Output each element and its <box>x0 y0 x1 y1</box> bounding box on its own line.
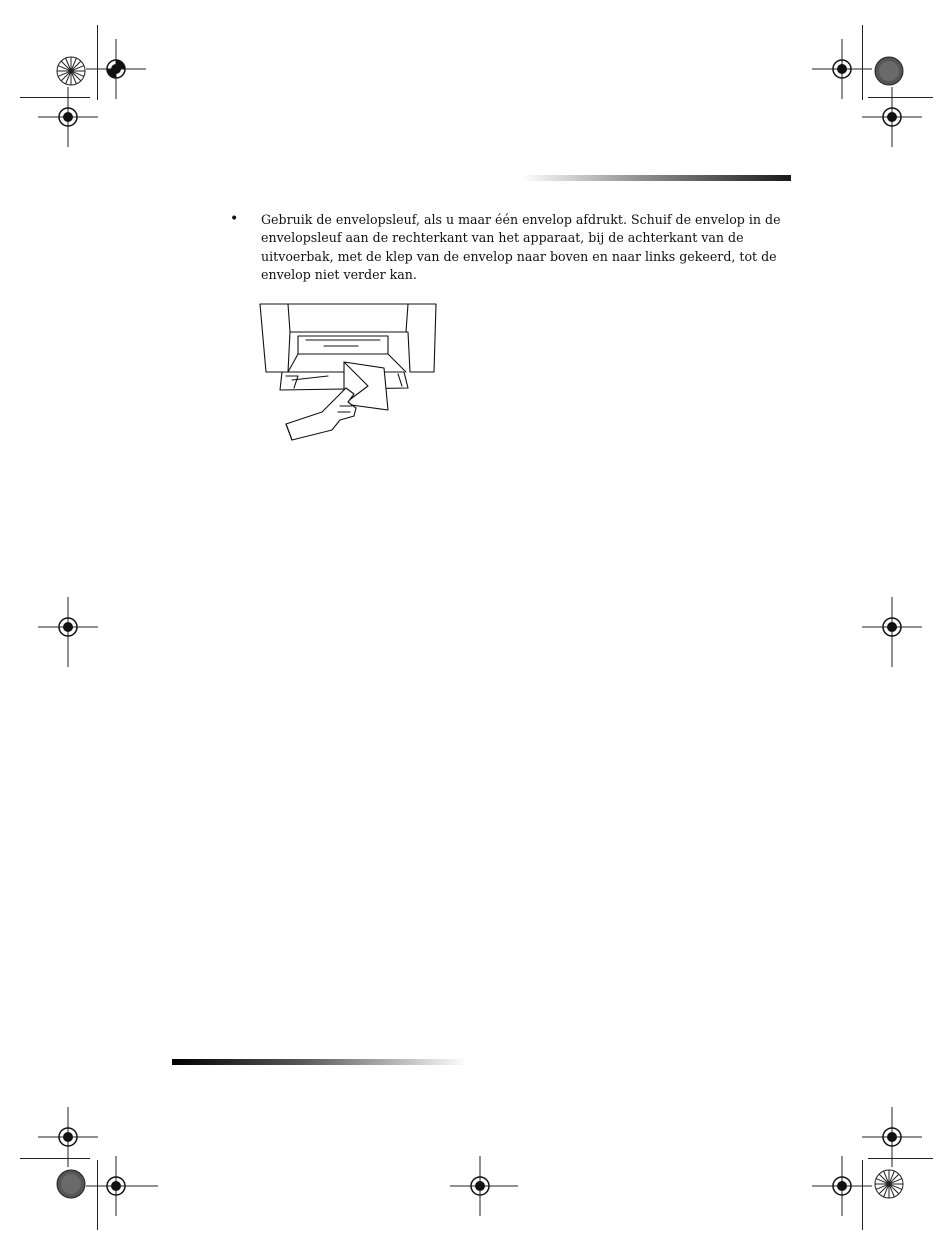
registration-target-icon <box>86 1156 146 1216</box>
bullet-point: • <box>230 211 239 227</box>
color-dial-icon <box>874 56 904 86</box>
color-dial-icon <box>56 1169 86 1199</box>
header-gradient-rule <box>520 175 791 181</box>
registration-target-icon <box>862 87 922 147</box>
color-dial-icon <box>56 56 86 86</box>
registration-target-icon <box>450 1156 510 1216</box>
registration-target-icon <box>38 597 98 657</box>
footer-gradient-rule <box>172 1059 467 1065</box>
registration-target-icon <box>812 1156 872 1216</box>
registration-target-icon <box>38 87 98 147</box>
instruction-paragraph: Gebruik de envelopsleuf, als u maar één envelop afdrukt. Schuif de envelop in de envelopsleuf aan de rechterkant van het apparaat, bij de achterkant van de uitvoerbak, met de klep van de envelop naar boven en naar links gekeerd, tot de envelop niet verder kan. <box>261 212 781 282</box>
color-dial-icon <box>874 1169 904 1199</box>
registration-target-icon <box>862 597 922 657</box>
printer-envelope-slot-illustration <box>258 302 440 444</box>
